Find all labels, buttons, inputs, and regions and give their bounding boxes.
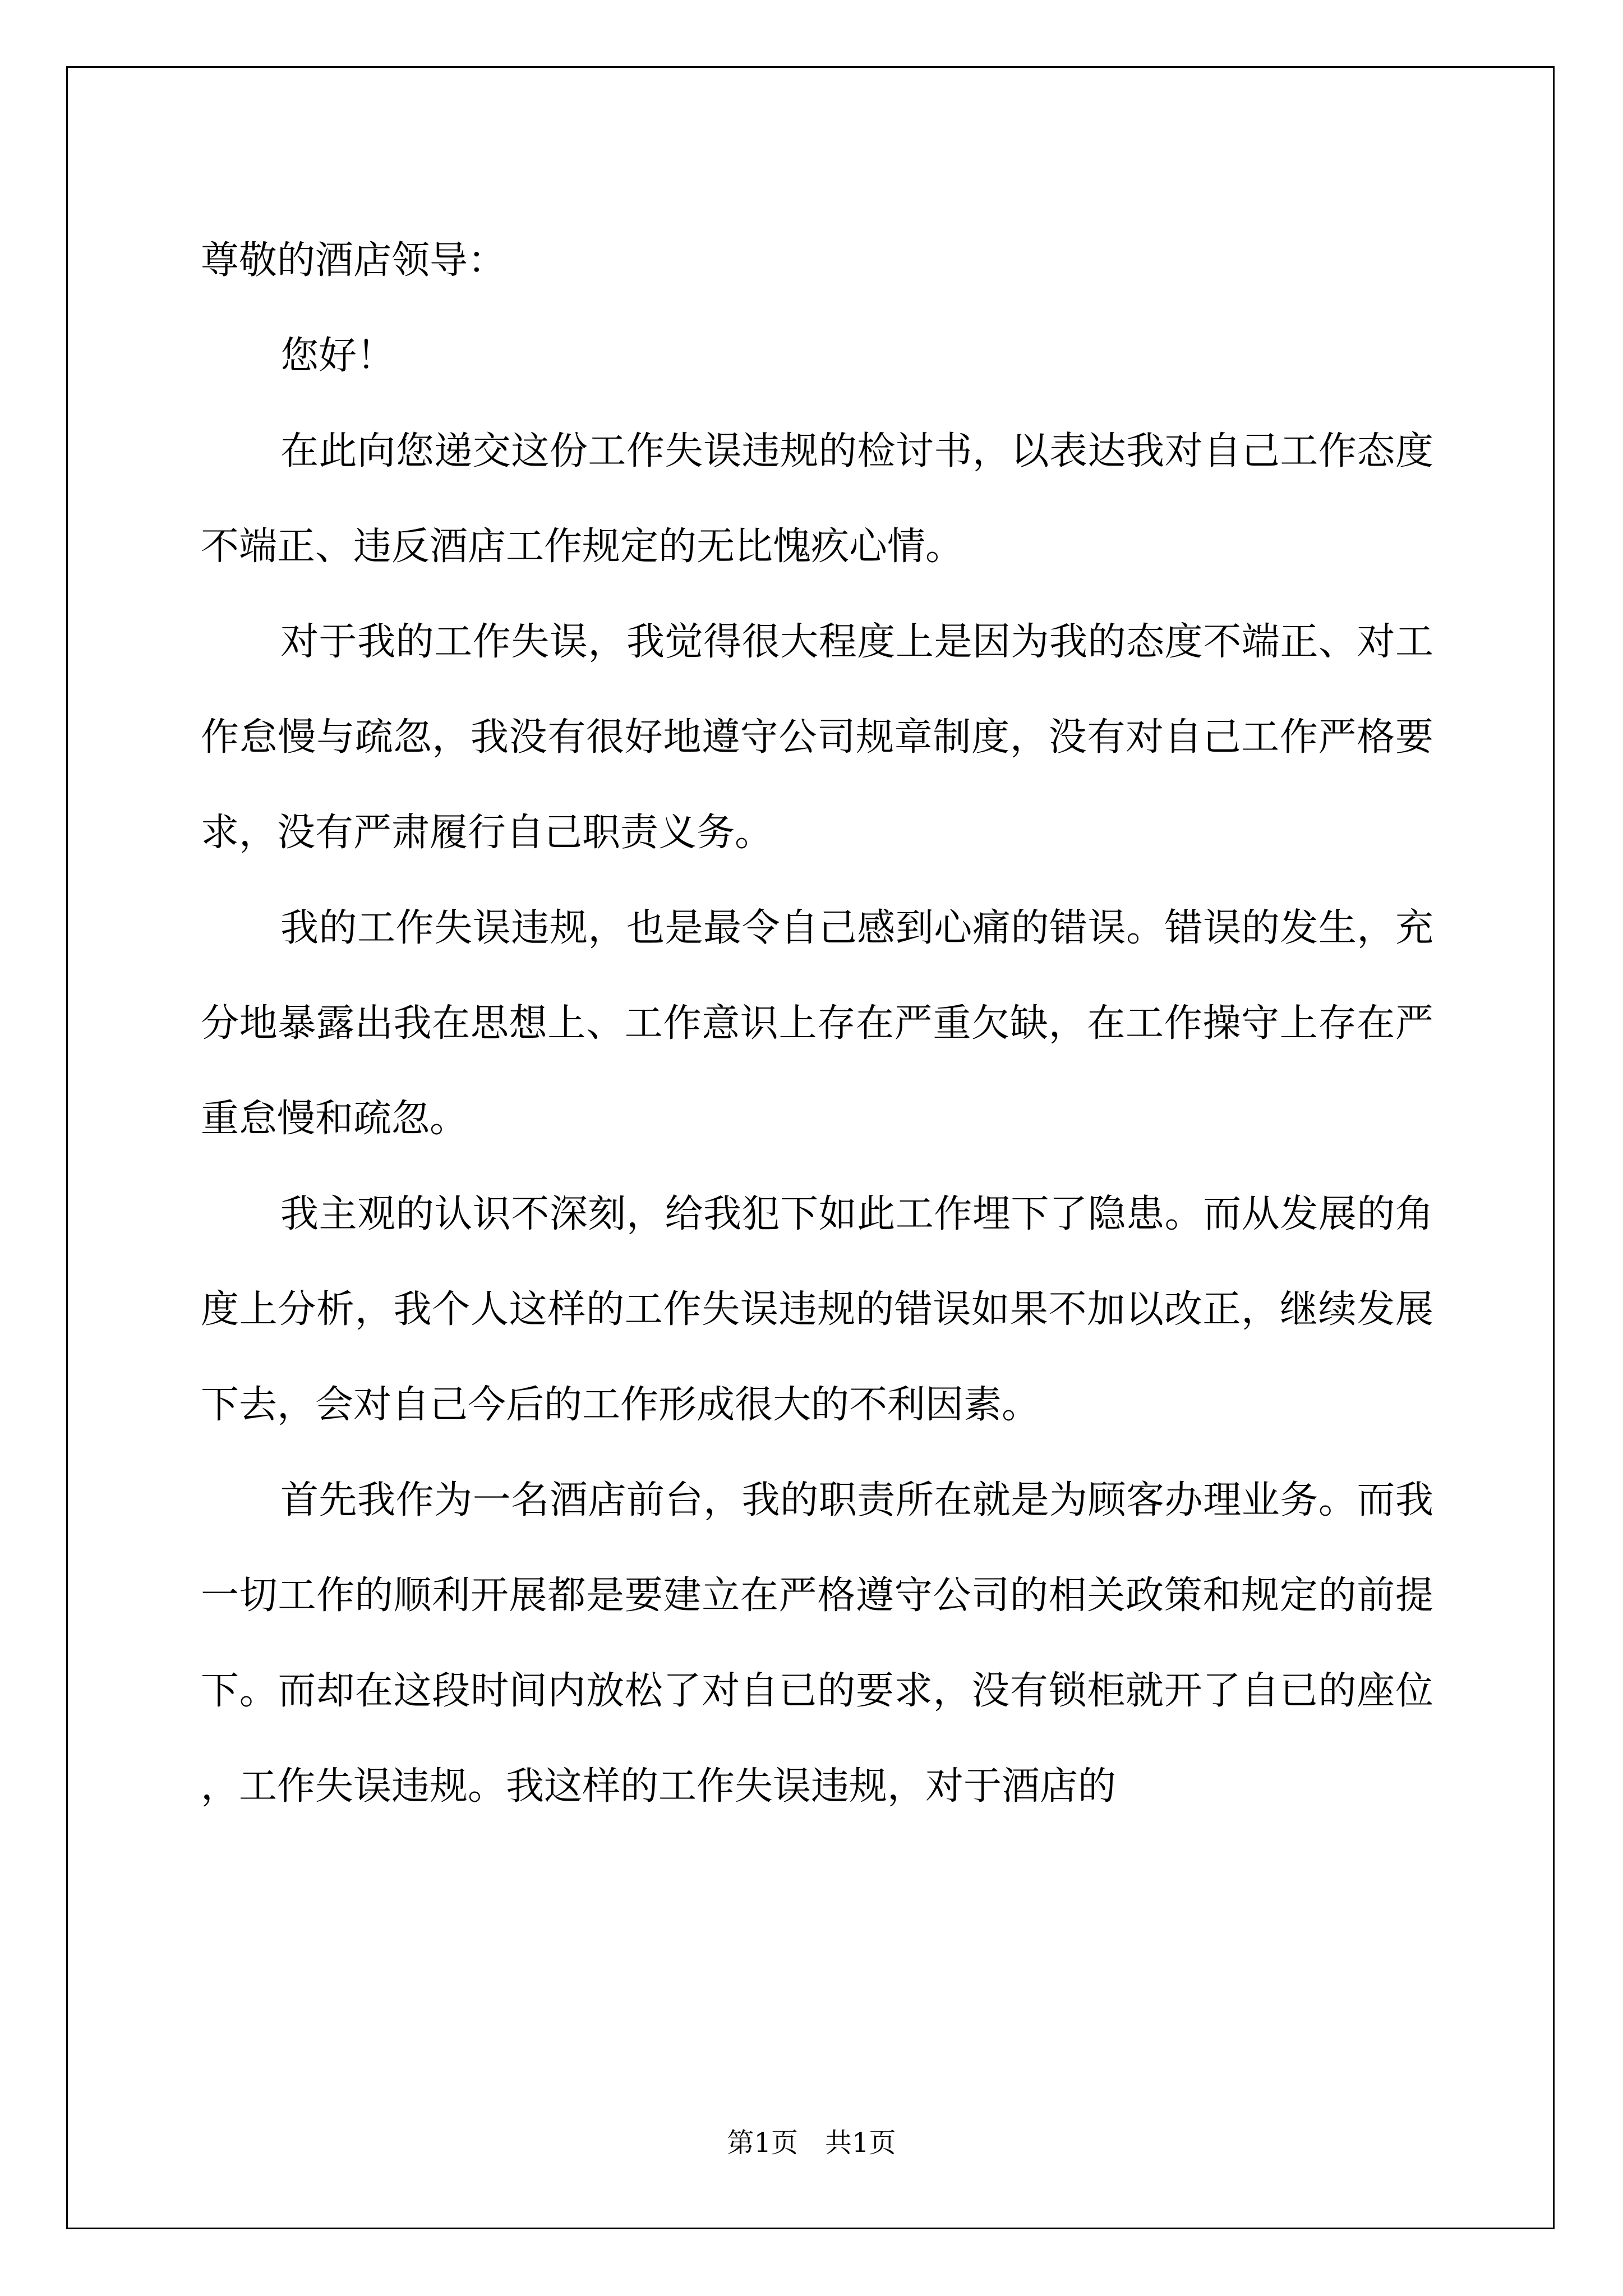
greeting: 您好！ xyxy=(280,334,395,378)
paragraph-5: 首先我作为一名酒店前台，我的职责所在就是为顾客办理业务。而我一切工作的顺利开展都是要建立在严格遵守公司的相关政策和规定的前提下。而却在这段时间内放松了对自已的要求，没有锁柜就开了自已的座位，工作失误违规。我这样的工作失误违规，对于酒店的 xyxy=(201,1478,1433,1809)
letter-body xyxy=(201,213,1433,1834)
page-number: 第1页 共1页 xyxy=(727,2127,896,2159)
paragraph-1: 在此向您递交这份工作失误违规的检讨书，以表达我对自己工作态度不端正、违反酒店工作规定的无比愧疚心情。 xyxy=(201,429,1433,569)
paragraph-3: 我的工作失误违规，也是最令自己感到心痛的错误。错误的发生，充分地暴露出我在思想上、工作意识上存在严重欠缺，在工作操守上存在严重怠慢和疏忽。 xyxy=(201,906,1433,1141)
paragraph-4: 我主观的认识不深刻，给我犯下如此工作埋下了隐患。而从发展的角度上分析，我个人这样的工作失误违规的错误如果不加以改正，继续发展下去，会对自己今后的工作形成很大的不利因素。 xyxy=(201,1192,1433,1427)
salutation: 尊敬的酒店领导： xyxy=(201,238,506,283)
paragraph-2: 对于我的工作失误，我觉得很大程度上是因为我的态度不端正、对工作怠慢与疏忽，我没有很好地遵守公司规章制度，没有对自己工作严格要求，没有严肃履行自己职责义务。 xyxy=(201,620,1433,855)
